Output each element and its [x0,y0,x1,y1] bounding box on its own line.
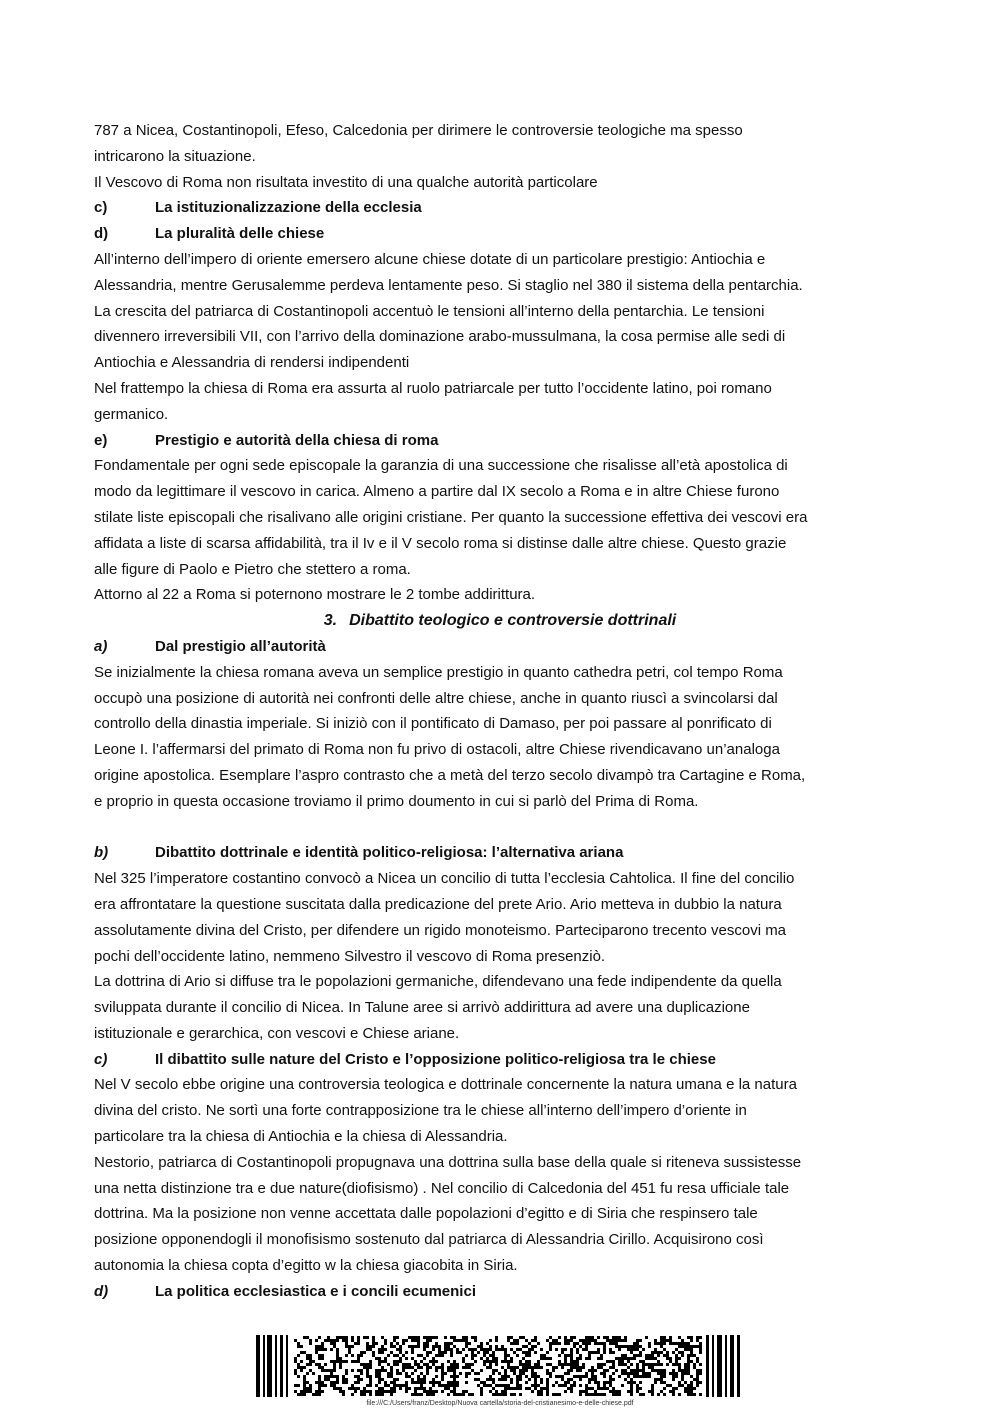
text-line: Nel frattempo la chiesa di Roma era assurta al ruolo patriarcale per tutto l’occidente latino, poi romano [94,379,772,397]
text-line: alle figure di Paolo e Pietro che stettero a roma. [94,560,411,578]
text-line: posizione opponendogli il monofisismo sostenuto dal patriarca di Alessandria Cirillo. Acquisirono così [94,1231,764,1249]
heading-label: c) [94,1050,108,1068]
text-line: occupò una posizione di autorità nei confronti delle altre chiese, anche in quanto riuscì a svincolarsi dal [94,689,778,707]
text-line: una netta distinzione tra e due nature(diofisismo) . Nel concilio di Calcedonia del 451 fu resa ufficiale tale [94,1179,790,1197]
heading-label: b) [94,844,109,862]
text-line: Leone I. l’affermarsi del primato di Roma non fu privo di ostacoli, altre Chiese rivendicavano un’analoga [94,741,780,759]
heading-d-pluralita [94,221,906,247]
text-line: Attorno al 22 a Roma si poternono mostrare le 2 tombe addirittura. [94,586,536,604]
text-line: e proprio in questa occasione troviamo il primo doumento in cui si parlò del Prima di Roma. [94,792,699,810]
text-line: All’interno dell’impero di oriente emersero alcune chiese dotate di un particolare prestigio: Antiochia e [94,250,766,268]
text-line: particolare tra la chiesa di Antiochia e la chiesa di Alessandria. [94,1128,508,1146]
heading-label: d) [94,1282,109,1300]
paragraph-nestorio [94,1072,906,1278]
heading-text: Dal prestigio all’autorità [155,637,326,655]
heading-d-politica-ecclesiastica [94,1279,906,1305]
text-line: Il Vescovo di Roma non risultata investito di una qualche autorità particolare [94,173,598,191]
heading-c-istituzionalizzazione [94,195,906,221]
text-line: era affrontatare la questione suscitata dalla predicazione del prete Ario. Ario metteva in dubbio la natura [94,895,782,913]
text-line: 787 a Nicea, Costantinopoli, Efeso, Calcedonia per dirimere le controversie teologiche ma spesso [94,122,743,139]
text-line: La dottrina di Ario si diffuse tra le popolazioni germaniche, difendevano una fede indipendente da quella [94,973,782,991]
text-line: Nel 325 l’imperatore costantino convocò a Nicea un concilio di tutta l’ecclesia Cahtolica. Il fine del concilio [94,870,795,888]
text-line: affidata a liste di scarsa affidabilità, tra il Iv e il V secolo roma si distinse dalle altre chiese. Questo grazie [94,534,787,552]
text-line: dottrina. Ma la posizione non venne accettata dalle popolazioni d’egitto e di Siria che respinsero tale [94,1205,758,1223]
page-content [94,118,906,1305]
section-number: 3. [323,612,338,630]
text-line: sviluppata durante il concilio di Nicea. In Talune aree si arrivò addirittura ad avere una duplicazione [94,999,750,1017]
text-line: stilate liste episcopali che risalivano alle origini cristiane. Per quanto la successione effettiva dei vescovi era [94,508,808,526]
text-line: divina del cristo. Ne sortì una forte contrapposizione tra le chiese all’interno dell’impero d’oriente in [94,1102,747,1120]
heading-label: a) [94,637,108,655]
footer-file-path: file:///C:/Users/franz/Desktop/Nuova cartella/storia-del-cristianesimo-e-delle-chiese.pdf [366,1400,634,1407]
heading-c-nature-cristo [94,1047,906,1073]
text-line: Alessandria, mentre Gerusalemme perdeva lentamente peso. Si staglio nel 380 il sistema della pentarchia. [94,276,803,294]
text-line: divennero irreversibili VII, con l’arrivo della dominazione arabo-mussulmana, la cosa permise alle sedi di [94,328,786,346]
heading-text: Il dibattito sulle nature del Cristo e l’opposizione politico-religiosa tra le chiese [155,1050,716,1068]
text-line: Se inizialmente la chiesa romana aveva un semplice prestigio in quanto cathedra petri, col tempo Roma [94,663,783,681]
heading-b-alternativa-ariana [94,840,906,866]
heading-e-prestigio [94,428,906,454]
paragraph-primato [94,660,906,815]
heading-text: La pluralità delle chiese [155,225,325,243]
paragraph-successione [94,453,906,608]
heading-label: d) [94,225,109,243]
paragraph-ario [94,866,906,1047]
text-line: Antiochia e Alessandria di rendersi indipendenti [94,354,410,372]
text-line: germanico. [94,405,169,423]
text-line: istituzionale e gerarchica, con vescovi e Chiese ariane. [94,1024,460,1042]
heading-text: Prestigio e autorità della chiesa di roma [155,431,439,449]
paragraph-councils [94,118,906,195]
heading-text: Dibattito dottrinale e identità politico-religiosa: l’alternativa ariana [155,844,624,862]
heading-text: La politica ecclesiastica e i concili ecumenici [155,1282,476,1300]
text-line: assolutamente divina del Cristo, per difendere un rigido monoteismo. Parteciparono trecento vescovi ma [94,921,787,939]
heading-label: e) [94,431,108,449]
section-title [94,608,906,634]
heading-label: c) [94,199,108,217]
text-line: Nestorio, patriarca di Costantinopoli propugnava una dottrina sulla base della quale si riteneva sussistesse [94,1153,802,1171]
text-line: origine apostolica. Esemplare l’aspro contrasto che a metà del terzo secolo divampò tra Cartagine e Roma, [94,766,806,784]
paragraph-pentarchia [94,247,906,428]
text-line: modo da legittimare il vescovo in carica. Almeno a partire dal IX secolo a Roma e in altre Chiese furono [94,483,780,501]
blank-line [94,815,906,841]
heading-a-prestigio-autorita [94,634,906,660]
text-line: controllo della dinastia imperiale. Si iniziò con il pontificato di Damaso, per poi passare al ponrificato di [94,715,772,733]
text-line: Nel V secolo ebbe origine una controversia teologica e dottrinale concernente la natura umana e la natura [94,1076,797,1094]
text-line: autonomia la chiesa copta d’egitto w la chiesa giacobita in Siria. [94,1257,518,1275]
heading-text: La istituzionalizzazione della ecclesia [155,199,422,217]
text-line: intricarono la situazione. [94,147,256,165]
text-line: Fondamentale per ogni sede episcopale la garanzia di una successione che risalisse all’età apostolica di [94,457,788,475]
barcode-image [256,1335,742,1397]
text-line: La crescita del patriarca di Costantinopoli accentuò le tensioni all’interno della pentarchia. Le tensioni [94,302,765,320]
text-line: pochi dell’occidente latino, nemmeno Silvestro il vescovo di Roma presenziò. [94,947,606,965]
section-title-text: Dibattito teologico e controversie dottrinali [349,612,677,630]
